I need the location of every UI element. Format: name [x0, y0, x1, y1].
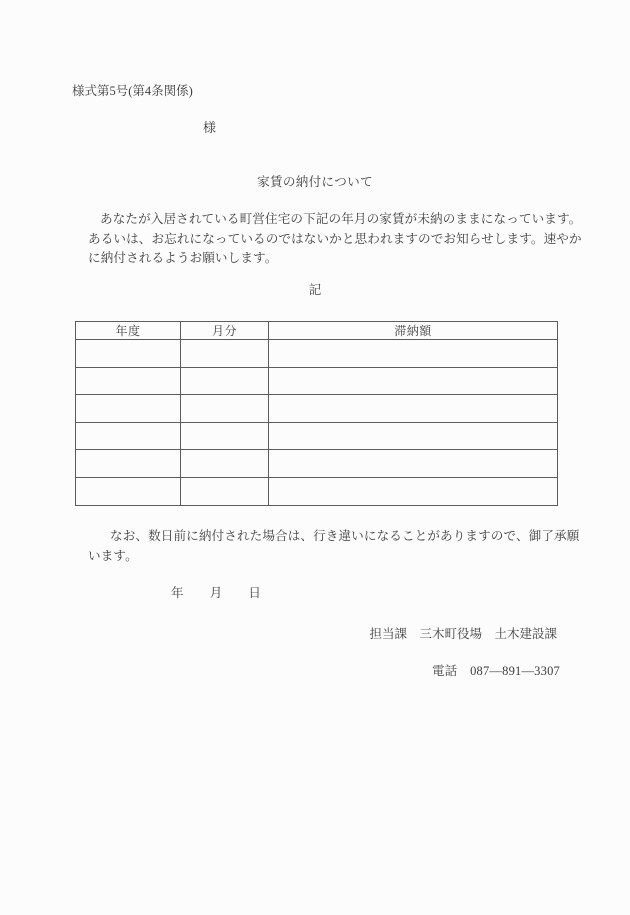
table-cell	[269, 450, 558, 478]
column-header-month: 月分	[181, 322, 269, 340]
body-paragraph	[88, 210, 582, 269]
table-cell	[269, 340, 558, 368]
paragraph-line: います。	[88, 548, 138, 563]
table-cell	[76, 395, 181, 423]
table-cell	[76, 450, 181, 478]
table-cell	[76, 477, 181, 505]
table-row	[76, 340, 558, 368]
column-header-fiscal-year: 年度	[76, 322, 181, 340]
table-cell	[269, 477, 558, 505]
table-cell	[181, 450, 269, 478]
paragraph-line: あるいは、お忘れになっているのではないかと思われますのでお知らせします。速やか	[88, 231, 582, 246]
table-cell	[181, 367, 269, 395]
table-row	[76, 450, 558, 478]
arrears-table-body	[76, 340, 558, 506]
table-cell	[76, 340, 181, 368]
table-cell	[269, 422, 558, 450]
note-paragraph	[88, 527, 580, 567]
paragraph-line: に納付されるようお願いします。	[88, 251, 278, 265]
table-cell	[269, 367, 558, 395]
table-cell	[269, 395, 558, 423]
table-header-row	[76, 322, 558, 340]
paragraph-line: あなたが入居されている町営住宅の下記の年月の家賃が未納のままになっています。	[100, 212, 582, 226]
table-cell	[181, 340, 269, 368]
phone-number-line: 電話 087―891―3307	[431, 664, 560, 678]
table-cell	[181, 422, 269, 450]
table-row	[76, 367, 558, 395]
table-cell	[76, 422, 181, 450]
arrears-table	[75, 321, 558, 506]
form-number-label: 様式第5号(第4条関係)	[72, 84, 193, 98]
table-row	[76, 422, 558, 450]
table-cell	[76, 367, 181, 395]
addressee-suffix-label: 様	[203, 120, 217, 135]
date-placeholder-line: 年 月 日	[171, 586, 262, 600]
table-row	[76, 477, 558, 505]
agency-signature-line: 担当課 三木町役場 土木建設課	[369, 627, 557, 641]
table-cell	[181, 395, 269, 423]
table-cell	[181, 477, 269, 505]
paragraph-line: なお、数日前に納付された場合は、行き違いになることがありますので、御了承願	[110, 529, 580, 543]
record-marker: 記	[308, 283, 322, 297]
document-title: 家賃の納付について	[257, 175, 373, 189]
column-header-arrears-amount: 滞納額	[269, 322, 558, 340]
table-row	[76, 395, 558, 423]
